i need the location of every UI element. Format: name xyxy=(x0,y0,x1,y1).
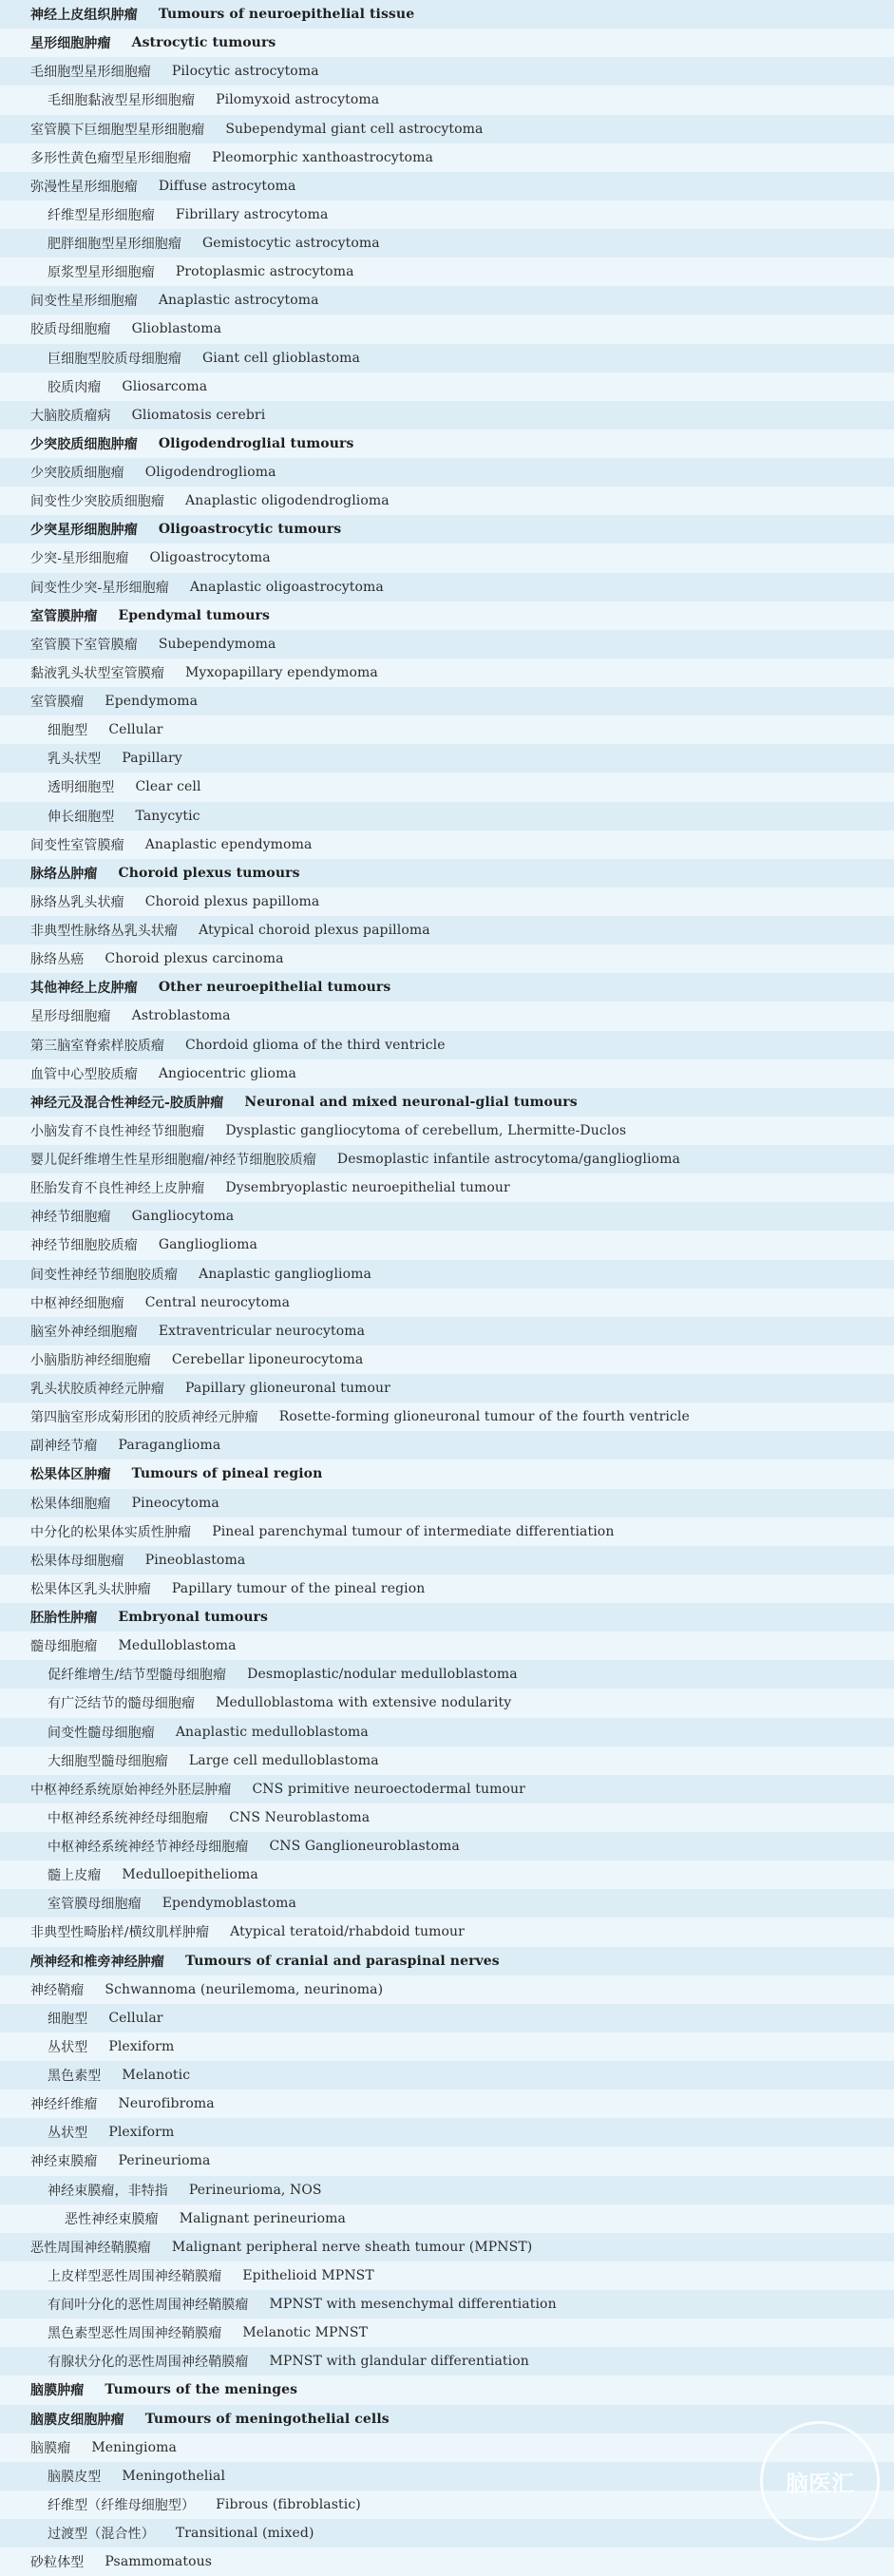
table-row xyxy=(0,716,894,744)
table-row xyxy=(0,2118,894,2147)
english-term: Astroblastoma xyxy=(131,1008,231,1024)
chinese-term: 神经束膜瘤，非特指 xyxy=(48,2183,168,2199)
chinese-term: 少突胶质细胞肿瘤 xyxy=(30,436,138,452)
table-row xyxy=(0,773,894,801)
chinese-term: 间变性髓母细胞瘤 xyxy=(48,1725,155,1741)
english-term: Gemistocytic astrocytoma xyxy=(202,236,380,252)
chinese-term: 乳头状胶质神经元肿瘤 xyxy=(30,1382,164,1398)
section-header-row xyxy=(0,859,894,887)
english-term: Protoplasmic astrocytoma xyxy=(175,264,354,280)
chinese-term: 细胞型 xyxy=(48,2011,88,2027)
chinese-term: 室管膜瘤 xyxy=(30,695,85,711)
english-term: Dysplastic gangliocytoma of cerebellum, Lhermitte-Duclos xyxy=(225,1122,627,1138)
english-term: Papillary tumour of the pineal region xyxy=(171,1580,426,1596)
table-row xyxy=(0,1517,894,1546)
chinese-term: 室管膜母细胞瘤 xyxy=(48,1897,142,1913)
chinese-term: 胚胎性肿瘤 xyxy=(30,1611,98,1627)
table-row xyxy=(0,258,894,286)
english-term: MPNST with glandular differentiation xyxy=(269,2354,529,2370)
table-row xyxy=(0,1718,894,1746)
table-row xyxy=(0,887,894,916)
section-header-row xyxy=(0,0,894,29)
chinese-term: 细胞型 xyxy=(48,723,88,739)
english-term: Giant cell glioblastoma xyxy=(202,350,360,366)
english-term: Tumours of cranial and paraspinal nerves xyxy=(185,1953,500,1969)
table-row xyxy=(0,1660,894,1689)
english-term: Perineurioma xyxy=(118,2153,211,2169)
table-row xyxy=(0,1918,894,1946)
chinese-term: 脑膜肿瘤 xyxy=(30,2383,85,2399)
english-term: Pineoblastoma xyxy=(144,1552,246,1568)
chinese-term: 副神经节瘤 xyxy=(30,1439,98,1455)
chinese-term: 中枢神经细胞瘤 xyxy=(30,1295,124,1311)
table-row xyxy=(0,372,894,401)
english-term: Pineocytoma xyxy=(131,1495,219,1511)
english-term: Fibrillary astrocytoma xyxy=(175,206,329,222)
table-row xyxy=(0,802,894,830)
chinese-term: 胶质母细胞瘤 xyxy=(30,322,111,338)
chinese-term: 非典型性脉络丛乳头状瘤 xyxy=(30,924,179,940)
chinese-term: 纤维型（纤维母细胞型） xyxy=(48,2497,196,2513)
english-term: Gliosarcoma xyxy=(122,378,208,394)
chinese-term: 脉络丛乳头状瘤 xyxy=(30,894,124,910)
chinese-term: 脑膜皮型 xyxy=(48,2469,102,2485)
english-term: Dysembryoplastic neuroepithelial tumour xyxy=(225,1180,510,1196)
chinese-term: 中枢神经系统原始神经外胚层肿瘤 xyxy=(30,1782,232,1798)
table-row xyxy=(0,1345,894,1374)
english-term: Large cell medulloblastoma xyxy=(188,1752,379,1768)
chinese-term: 毛细胞型星形细胞瘤 xyxy=(30,65,151,81)
chinese-term: 松果体细胞瘤 xyxy=(30,1496,111,1512)
english-term: Astrocytic tumours xyxy=(131,35,276,51)
section-header-row xyxy=(0,973,894,1002)
section-header-row xyxy=(0,2376,894,2404)
chinese-term: 脉络丛肿瘤 xyxy=(30,866,98,882)
table-row xyxy=(0,1031,894,1059)
chinese-term: 星形细胞肿瘤 xyxy=(30,36,111,52)
english-term: Oligodendroglioma xyxy=(144,465,276,481)
table-row xyxy=(0,2204,894,2233)
chinese-term: 松果体区乳头状肿瘤 xyxy=(30,1581,151,1597)
english-term: Ependymoma xyxy=(105,694,199,710)
table-row xyxy=(0,1975,894,2004)
chinese-term: 有广泛结节的髓母细胞瘤 xyxy=(48,1696,196,1712)
chinese-term: 室管膜下室管膜瘤 xyxy=(30,637,138,653)
english-term: Choroid plexus carcinoma xyxy=(105,951,284,967)
chinese-term: 多形性黄色瘤型星形细胞瘤 xyxy=(30,150,192,166)
english-term: Oligodendroglial tumours xyxy=(158,435,354,451)
table-row xyxy=(0,1546,894,1574)
english-term: Paraganglioma xyxy=(118,1438,221,1454)
english-term: Diffuse astrocytoma xyxy=(158,178,296,194)
section-header-row xyxy=(0,1947,894,1975)
english-term: Melanotic xyxy=(122,2068,191,2084)
section-header-row xyxy=(0,429,894,458)
english-term: Gangliocytoma xyxy=(131,1209,235,1225)
table-row xyxy=(0,1402,894,1431)
table-row xyxy=(0,1631,894,1660)
table-row xyxy=(0,2004,894,2032)
table-row xyxy=(0,57,894,86)
table-row xyxy=(0,1116,894,1145)
table-row xyxy=(0,143,894,172)
table-row xyxy=(0,1059,894,1088)
chinese-term: 中枢神经系统神经母细胞瘤 xyxy=(48,1810,209,1826)
section-header-row xyxy=(0,1460,894,1488)
table-row xyxy=(0,1574,894,1603)
table-row xyxy=(0,229,894,258)
table-row xyxy=(0,2519,894,2547)
section-header-row xyxy=(0,2405,894,2433)
chinese-term: 砂粒体型 xyxy=(30,2555,85,2571)
chinese-term: 髓母细胞瘤 xyxy=(30,1639,98,1655)
table-row xyxy=(0,458,894,487)
english-term: Tumours of the meninges xyxy=(105,2382,298,2398)
section-header-row xyxy=(0,601,894,630)
chinese-term: 神经纤维瘤 xyxy=(30,2097,98,2113)
chinese-term: 胚胎发育不良性神经上皮肿瘤 xyxy=(30,1181,205,1197)
english-term: Other neuroepithelial tumours xyxy=(158,980,391,996)
chinese-term: 胶质肉瘤 xyxy=(48,379,102,395)
chinese-term: 小脑发育不良性神经节细胞瘤 xyxy=(30,1123,205,1139)
chinese-term: 少突星形细胞肿瘤 xyxy=(30,523,138,539)
table-row xyxy=(0,1832,894,1860)
english-term: Atypical choroid plexus papilloma xyxy=(199,923,430,939)
table-row xyxy=(0,1288,894,1317)
table-row xyxy=(0,658,894,687)
chinese-term: 松果体母细胞瘤 xyxy=(30,1553,124,1569)
table-row xyxy=(0,2089,894,2118)
chinese-term: 原浆型星形细胞瘤 xyxy=(48,265,155,281)
table-row xyxy=(0,115,894,143)
table-row xyxy=(0,1317,894,1345)
chinese-term: 中分化的松果体实质性肿瘤 xyxy=(30,1524,192,1540)
table-row xyxy=(0,916,894,945)
english-term: Papillary glioneuronal tumour xyxy=(185,1381,390,1397)
english-term: CNS Ganglioneuroblastoma xyxy=(269,1839,460,1855)
english-term: Clear cell xyxy=(135,779,201,795)
chinese-term: 过渡型（混合性） xyxy=(48,2527,155,2543)
english-term: Gliomatosis cerebri xyxy=(131,407,266,423)
chinese-term: 少突-星形细胞瘤 xyxy=(30,551,129,567)
table-row xyxy=(0,1489,894,1517)
chinese-term: 丛状型 xyxy=(48,2039,88,2055)
table-row xyxy=(0,544,894,572)
chinese-term: 神经上皮组织肿瘤 xyxy=(30,8,138,24)
english-term: Medulloblastoma xyxy=(118,1638,237,1654)
table-row xyxy=(0,1431,894,1460)
chinese-term: 血管中心型胶质瘤 xyxy=(30,1066,138,1082)
chinese-term: 第三脑室脊索样胶质瘤 xyxy=(30,1038,164,1054)
chinese-term: 神经节细胞胶质瘤 xyxy=(30,1238,138,1254)
table-row xyxy=(0,687,894,716)
table-row xyxy=(0,2261,894,2290)
english-term: Malignant perineurioma xyxy=(179,2210,346,2226)
english-term: Tanycytic xyxy=(135,808,200,824)
table-row xyxy=(0,401,894,429)
english-term: Pineal parenchymal tumour of intermediate differentiation xyxy=(212,1523,615,1539)
watermark-logo: 脑医汇 xyxy=(760,2421,880,2541)
english-term: Central neurocytoma xyxy=(144,1294,291,1310)
chinese-term: 非典型性畸胎样/横纹肌样肿瘤 xyxy=(30,1925,210,1941)
table-row xyxy=(0,1860,894,1889)
table-row xyxy=(0,487,894,515)
chinese-term: 婴儿促纤维增生性星形细胞瘤/神经节细胞胶质瘤 xyxy=(30,1153,316,1169)
english-term: Melanotic MPNST xyxy=(242,2325,369,2341)
table-row xyxy=(0,1803,894,1832)
chinese-term: 间变性少突-星形细胞瘤 xyxy=(30,580,169,596)
chinese-term: 乳头状型 xyxy=(48,752,102,768)
english-term: Ependymoblastoma xyxy=(162,1896,297,1912)
english-term: Glioblastoma xyxy=(131,321,222,337)
chinese-term: 髓上皮瘤 xyxy=(48,1868,102,1884)
chinese-term: 脑膜皮细胞肿瘤 xyxy=(30,2412,124,2428)
table-row xyxy=(0,1145,894,1174)
chinese-term: 脑室外神经细胞瘤 xyxy=(30,1324,138,1340)
section-header-row xyxy=(0,29,894,57)
english-term: Ependymal tumours xyxy=(118,607,270,623)
english-term: CNS Neuroblastoma xyxy=(229,1809,371,1825)
table-row xyxy=(0,1775,894,1803)
english-term: Angiocentric glioma xyxy=(158,1065,296,1081)
table-row xyxy=(0,945,894,973)
table-row xyxy=(0,1746,894,1775)
chinese-term: 纤维型星形细胞瘤 xyxy=(48,207,155,223)
table-row xyxy=(0,1260,894,1288)
chinese-term: 间变性室管膜瘤 xyxy=(30,837,124,853)
english-term: Atypical teratoid/rhabdoid tumour xyxy=(230,1924,465,1940)
table-row xyxy=(0,172,894,200)
chinese-term: 透明细胞型 xyxy=(48,780,115,796)
chinese-term: 肥胖细胞型星形细胞瘤 xyxy=(48,237,181,253)
table-row xyxy=(0,573,894,601)
chinese-term: 黑色素型恶性周围神经鞘膜瘤 xyxy=(48,2326,222,2342)
chinese-term: 神经鞘瘤 xyxy=(30,1982,85,1998)
english-term: Schwannoma (neurilemoma, neurinoma) xyxy=(105,1981,384,1997)
table-row xyxy=(0,1174,894,1202)
table-row xyxy=(0,2176,894,2204)
english-term: Neurofibroma xyxy=(118,2096,215,2112)
english-term: Oligoastrocytic tumours xyxy=(158,522,342,538)
english-term: Anaplastic medulloblastoma xyxy=(175,1724,369,1740)
table-row xyxy=(0,2347,894,2376)
english-term: Psammomatous xyxy=(105,2554,213,2570)
table-row xyxy=(0,2290,894,2318)
english-term: Malignant peripheral nerve sheath tumour (MPNST) xyxy=(171,2239,533,2255)
table-row xyxy=(0,2318,894,2347)
chinese-term: 颅神经和椎旁神经肿瘤 xyxy=(30,1954,164,1970)
table-row xyxy=(0,1002,894,1030)
english-term: Tumours of neuroepithelial tissue xyxy=(158,7,415,23)
table-row xyxy=(0,315,894,343)
chinese-term: 大脑胶质瘤病 xyxy=(30,408,111,424)
chinese-term: 毛细胞黏液型星形细胞瘤 xyxy=(48,93,196,109)
english-term: Medulloblastoma with extensive nodularity xyxy=(216,1695,512,1711)
english-term: Myxopapillary ependymoma xyxy=(185,664,378,680)
chinese-term: 松果体区肿瘤 xyxy=(30,1467,111,1483)
english-term: Cellular xyxy=(108,2010,163,2026)
table-row xyxy=(0,744,894,773)
english-term: Medulloepithelioma xyxy=(122,1867,258,1883)
chinese-term: 有间叶分化的恶性周围神经鞘膜瘤 xyxy=(48,2298,249,2314)
english-term: Anaplastic ependymoma xyxy=(144,836,313,852)
english-term: Tumours of meningothelial cells xyxy=(144,2411,390,2427)
table-row xyxy=(0,2233,894,2261)
chinese-term: 小脑脂肪神经细胞瘤 xyxy=(30,1352,151,1368)
table-row xyxy=(0,2147,894,2175)
chinese-term: 脑膜瘤 xyxy=(30,2440,71,2456)
chinese-term: 黏液乳头状型室管膜瘤 xyxy=(30,665,164,681)
chinese-term: 脉络丛癌 xyxy=(30,952,85,968)
table-row xyxy=(0,2061,894,2089)
chinese-term: 黑色素型 xyxy=(48,2069,102,2085)
table-row xyxy=(0,200,894,229)
english-term: Meningothelial xyxy=(122,2468,226,2484)
chinese-term: 神经元及混合性神经元-胶质肿瘤 xyxy=(30,1095,224,1111)
english-term: Pilocytic astrocytoma xyxy=(171,64,319,80)
table-row xyxy=(0,2032,894,2061)
chinese-term: 中枢神经系统神经节神经母细胞瘤 xyxy=(48,1840,249,1856)
table-row xyxy=(0,2433,894,2462)
chinese-term: 大细胞型髓母细胞瘤 xyxy=(48,1753,168,1769)
table-row xyxy=(0,1202,894,1231)
table-row xyxy=(0,1889,894,1918)
english-term: Epithelioid MPNST xyxy=(242,2267,374,2283)
english-term: Anaplastic ganglioglioma xyxy=(199,1266,371,1282)
chinese-term: 神经束膜瘤 xyxy=(30,2154,98,2170)
english-term: Subependymal giant cell astrocytoma xyxy=(225,121,484,137)
english-term: Pilomyxoid astrocytoma xyxy=(216,92,380,108)
english-term: Desmoplastic infantile astrocytoma/ganglioglioma xyxy=(336,1152,680,1168)
english-term: Cerebellar liponeurocytoma xyxy=(171,1351,364,1367)
chinese-term: 有腺状分化的恶性周围神经鞘膜瘤 xyxy=(48,2355,249,2371)
english-term: Embryonal tumours xyxy=(118,1610,268,1626)
english-term: Fibrous (fibroblastic) xyxy=(216,2496,361,2512)
chinese-term: 巨细胞型胶质母细胞瘤 xyxy=(48,351,181,367)
chinese-term: 室管膜肿瘤 xyxy=(30,608,98,624)
table-row xyxy=(0,2462,894,2490)
english-term: Meningioma xyxy=(91,2439,177,2455)
english-term: MPNST with mesenchymal differentiation xyxy=(269,2297,557,2313)
english-term: Perineurioma, NOS xyxy=(188,2182,322,2198)
table-row xyxy=(0,2490,894,2519)
chinese-term: 间变性星形细胞瘤 xyxy=(30,294,138,310)
table-row xyxy=(0,630,894,658)
english-term: Subependymoma xyxy=(158,636,276,652)
table-row xyxy=(0,830,894,859)
english-term: Plexiform xyxy=(108,2038,175,2054)
table-row xyxy=(0,1374,894,1402)
table-row xyxy=(0,344,894,372)
english-term: Chordoid glioma of the third ventricle xyxy=(185,1037,446,1053)
english-term: Anaplastic astrocytoma xyxy=(158,293,319,309)
chinese-term: 第四脑室形成菊形团的胶质神经元肿瘤 xyxy=(30,1410,258,1426)
english-term: Ganglioglioma xyxy=(158,1237,257,1253)
chinese-term: 其他神经上皮肿瘤 xyxy=(30,981,138,997)
section-header-row xyxy=(0,515,894,544)
chinese-term: 促纤维增生/结节型髓母细胞瘤 xyxy=(48,1668,227,1684)
english-term: Transitional (mixed) xyxy=(175,2526,314,2542)
chinese-term: 恶性神经束膜瘤 xyxy=(65,2211,159,2227)
chinese-term: 上皮样型恶性周围神经鞘膜瘤 xyxy=(48,2268,222,2284)
chinese-term: 间变性神经节细胞胶质瘤 xyxy=(30,1267,179,1283)
english-term: Tumours of pineal region xyxy=(131,1466,323,1482)
chinese-term: 伸长细胞型 xyxy=(48,809,115,825)
english-term: Choroid plexus tumours xyxy=(118,865,300,881)
english-term: Choroid plexus papilloma xyxy=(144,893,320,909)
chinese-term: 神经节细胞瘤 xyxy=(30,1210,111,1226)
chinese-term: 少突胶质细胞瘤 xyxy=(30,466,124,482)
table-row xyxy=(0,86,894,114)
english-term: CNS primitive neuroectodermal tumour xyxy=(252,1781,525,1797)
english-term: Oligoastrocytoma xyxy=(149,550,271,566)
english-term: Anaplastic oligodendroglioma xyxy=(185,493,390,509)
section-header-row xyxy=(0,1603,894,1631)
english-term: Neuronal and mixed neuronal-glial tumours xyxy=(244,1094,578,1110)
english-term: Cellular xyxy=(108,722,163,738)
chinese-term: 室管膜下巨细胞型星形细胞瘤 xyxy=(30,122,205,138)
english-term: Desmoplastic/nodular medulloblastoma xyxy=(247,1667,518,1683)
chinese-term: 弥漫性星形细胞瘤 xyxy=(30,179,138,195)
chinese-term: 间变性少突胶质细胞瘤 xyxy=(30,494,164,510)
english-term: Pleomorphic xanthoastrocytoma xyxy=(212,149,433,165)
table-row xyxy=(0,286,894,315)
table-row xyxy=(0,1231,894,1259)
chinese-term: 星形母细胞瘤 xyxy=(30,1009,111,1025)
english-term: Rosette-forming glioneuronal tumour of the fourth ventricle xyxy=(278,1409,690,1425)
english-term: Anaplastic oligoastrocytoma xyxy=(189,579,384,595)
table-row xyxy=(0,1689,894,1717)
chinese-term: 丛状型 xyxy=(48,2126,88,2142)
section-header-row xyxy=(0,1088,894,1116)
english-term: Papillary xyxy=(122,751,182,767)
english-term: Extraventricular neurocytoma xyxy=(158,1323,366,1339)
chinese-term: 恶性周围神经鞘膜瘤 xyxy=(30,2240,151,2256)
english-term: Plexiform xyxy=(108,2125,175,2141)
